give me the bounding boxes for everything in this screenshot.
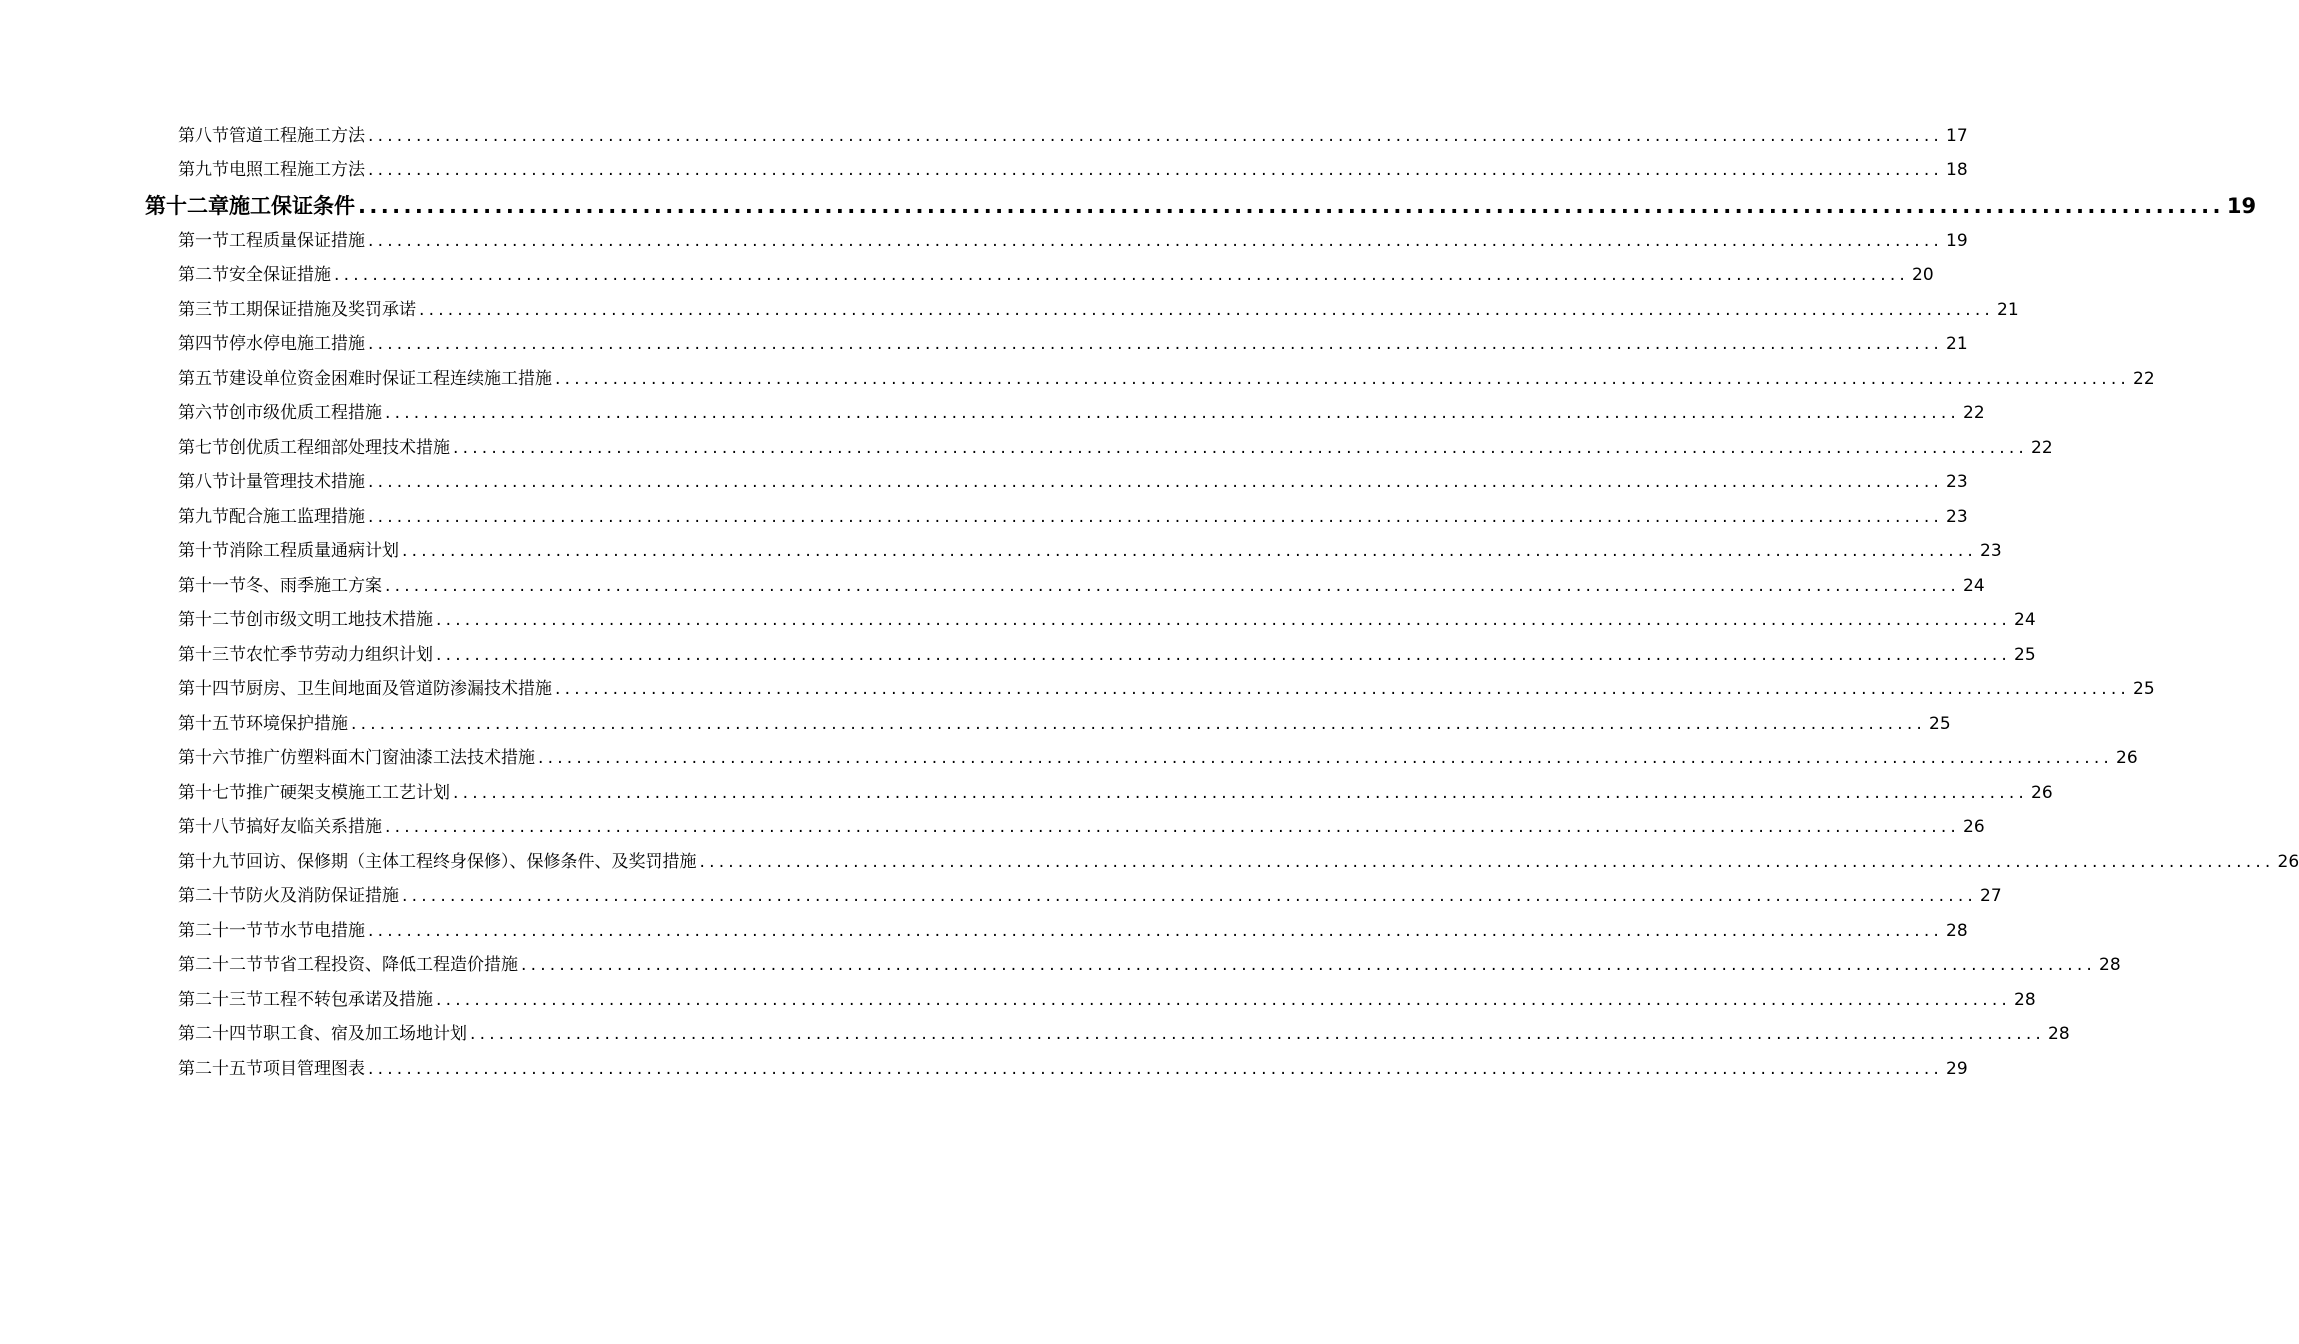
toc-entry-title: 节省工程投资、降低工程造价措施 [263, 955, 518, 975]
toc-entry[interactable] [178, 332, 1968, 356]
toc-entry-number: 第二节 [178, 265, 229, 285]
toc-entry-number: 第十六节 [178, 748, 246, 768]
toc-entry-number: 第十二节 [178, 610, 246, 630]
toc-entry-page: 25 [2133, 679, 2155, 699]
toc-leader-dots: .................................................................................................................................................................... [453, 783, 2029, 803]
toc-entry-number: 第四节 [178, 334, 229, 354]
toc-entry-number: 第十三节 [178, 645, 246, 665]
toc-entry-page: 19 [1946, 231, 1968, 251]
toc-entry[interactable] [178, 608, 2036, 632]
toc-entry-page: 21 [1997, 300, 2019, 320]
toc-leader-dots: .................................................................................................................................................................... [555, 369, 2131, 389]
toc-entry-page: 17 [1946, 126, 1968, 146]
toc-chapter-entry[interactable] [145, 192, 2257, 220]
toc-entry-number: 第八节 [178, 126, 229, 146]
toc-entry-page: 24 [2014, 610, 2036, 630]
toc-leader-dots: .................................................................................................................................................................... [436, 990, 2012, 1010]
toc-entry-number: 第二十五节 [178, 1059, 263, 1079]
toc-entry-title: 节水节电措施 [263, 921, 365, 941]
toc-entry-title: 配合施工监理措施 [229, 507, 365, 527]
toc-chapter-title: 施工保证条件 [229, 194, 355, 218]
toc-entry-page: 23 [1946, 472, 1968, 492]
toc-entry-page: 28 [2099, 955, 2121, 975]
toc-entry-page: 21 [1946, 334, 1968, 354]
toc-entry-page: 28 [1946, 921, 1968, 941]
toc-entry-title: 推广硬架支模施工工艺计划 [246, 783, 450, 803]
toc-entry-title: 工期保证措施及奖罚承诺 [229, 300, 416, 320]
toc-chapter-page: 19 [2226, 194, 2257, 218]
toc-entry-title: 项目管理图表 [263, 1059, 365, 1079]
toc-entry-number: 第七节 [178, 438, 229, 458]
toc-entry-number: 第十节 [178, 541, 229, 561]
toc-leader-dots: .................................................................................................................................................................... [436, 610, 2012, 630]
toc-entry-title: 回访、保修期（主体工程终身保修）、保修条件、及奖罚措施 [246, 852, 697, 872]
toc-entry-title: 创优质工程细部处理技术措施 [229, 438, 450, 458]
toc-entry-number: 第十五节 [178, 714, 246, 734]
toc-leader-dots: .................................................................................................................................................................... [358, 194, 2224, 218]
toc-leader-dots: .................................................................................................................................................................... [385, 403, 1961, 423]
toc-entry-page: 22 [2133, 369, 2155, 389]
toc-entry-title: 停水停电施工措施 [229, 334, 365, 354]
toc-entry-number: 第一节 [178, 231, 229, 251]
toc-entry-number: 第二十二节 [178, 955, 263, 975]
toc-leader-dots: .................................................................................................................................................................... [419, 300, 1995, 320]
toc-entry[interactable] [178, 263, 1934, 287]
toc-entry[interactable] [178, 677, 2155, 701]
toc-leader-dots: .................................................................................................................................................................... [368, 334, 1944, 354]
toc-entry-number: 第十一节 [178, 576, 246, 596]
toc-entry[interactable] [178, 953, 2121, 977]
toc-leader-dots: .................................................................................................................................................................... [402, 541, 1978, 561]
toc-entry-page: 26 [2031, 783, 2053, 803]
toc-leader-dots: .................................................................................................................................................................... [368, 231, 1944, 251]
toc-chapter-number: 第十二章 [145, 194, 229, 218]
toc-entry-title: 工程质量保证措施 [229, 231, 365, 251]
toc-entry-number: 第三节 [178, 300, 229, 320]
toc-entry-title: 防火及消防保证措施 [246, 886, 399, 906]
toc-entry-page: 28 [2048, 1024, 2070, 1044]
toc-entry-number: 第二十三节 [178, 990, 263, 1010]
toc-entry[interactable] [178, 505, 1968, 529]
toc-entry[interactable] [178, 367, 2155, 391]
toc-entry-page: 25 [2014, 645, 2036, 665]
toc-leader-dots: .................................................................................................................................................................... [368, 1059, 1944, 1079]
toc-leader-dots: .................................................................................................................................................................... [699, 852, 2275, 872]
toc-entry-page: 18 [1946, 160, 1968, 180]
toc-leader-dots: .................................................................................................................................................................... [368, 160, 1944, 180]
toc-entry[interactable] [178, 436, 2053, 460]
toc-leader-dots: .................................................................................................................................................................... [351, 714, 1927, 734]
toc-entry[interactable] [178, 919, 1968, 943]
toc-entry-title: 创市级优质工程措施 [229, 403, 382, 423]
toc-entry-page: 26 [2116, 748, 2138, 768]
toc-entry[interactable] [178, 574, 1985, 598]
toc-entry-number: 第十七节 [178, 783, 246, 803]
toc-leader-dots: .................................................................................................................................................................... [368, 472, 1944, 492]
toc-leader-dots: .................................................................................................................................................................... [470, 1024, 2046, 1044]
toc-entry-number: 第五节 [178, 369, 229, 389]
toc-entry-number: 第十九节 [178, 852, 246, 872]
toc-entry[interactable] [178, 643, 2036, 667]
toc-entry-number: 第六节 [178, 403, 229, 423]
toc-leader-dots: .................................................................................................................................................................... [368, 921, 1944, 941]
toc-entry-title: 工程不转包承诺及措施 [263, 990, 433, 1010]
toc-leader-dots: .................................................................................................................................................................... [555, 679, 2131, 699]
toc-entry-number: 第十八节 [178, 817, 246, 837]
toc-entry-title: 环境保护措施 [246, 714, 348, 734]
toc-entry[interactable] [178, 539, 2002, 563]
toc-entry-page: 29 [1946, 1059, 1968, 1079]
toc-entry-number: 第二十节 [178, 886, 246, 906]
toc-entry-page: 23 [1980, 541, 2002, 561]
toc-entry-title: 厨房、卫生间地面及管道防渗漏技术措施 [246, 679, 552, 699]
toc-entry[interactable] [178, 298, 2019, 322]
toc-entry-title: 电照工程施工方法 [229, 160, 365, 180]
toc-leader-dots: .................................................................................................................................................................... [385, 817, 1961, 837]
toc-entry-title: 创市级文明工地技术措施 [246, 610, 433, 630]
toc-entry-number: 第八节 [178, 472, 229, 492]
toc-entry-number: 第九节 [178, 507, 229, 527]
toc-entry[interactable] [178, 815, 1985, 839]
toc-entry[interactable] [178, 401, 1985, 425]
toc-entry[interactable] [178, 124, 1968, 148]
toc-leader-dots: .................................................................................................................................................................... [368, 507, 1944, 527]
toc-leader-dots: .................................................................................................................................................................... [538, 748, 2114, 768]
toc-entry-title: 管道工程施工方法 [229, 126, 365, 146]
toc-entry-title: 农忙季节劳动力组织计划 [246, 645, 433, 665]
toc-entry[interactable] [178, 884, 2002, 908]
toc-entry-page: 20 [1912, 265, 1934, 285]
toc-entry-title: 职工食、宿及加工场地计划 [263, 1024, 467, 1044]
toc-entry[interactable] [178, 746, 2138, 770]
toc-entry-title: 消除工程质量通病计划 [229, 541, 399, 561]
toc-entry-page: 22 [1963, 403, 1985, 423]
toc-entry-title: 搞好友临关系措施 [246, 817, 382, 837]
toc-entry[interactable] [178, 781, 2053, 805]
toc-entry-page: 24 [1963, 576, 1985, 596]
toc-entry-page: 22 [2031, 438, 2053, 458]
toc-entry-title: 计量管理技术措施 [229, 472, 365, 492]
toc-entry[interactable] [178, 470, 1968, 494]
toc-entry-number: 第二十一节 [178, 921, 263, 941]
toc-entry-page: 26 [2277, 852, 2299, 872]
toc-leader-dots: .................................................................................................................................................................... [385, 576, 1961, 596]
toc-entry-number: 第九节 [178, 160, 229, 180]
toc-entry[interactable] [178, 1022, 2070, 1046]
toc-leader-dots: .................................................................................................................................................................... [436, 645, 2012, 665]
toc-entry-title: 推广仿塑料面木门窗油漆工法技术措施 [246, 748, 535, 768]
toc-entry-page: 26 [1963, 817, 1985, 837]
toc-entry[interactable] [178, 712, 1951, 736]
toc-entry[interactable] [178, 229, 1968, 253]
toc-entry[interactable] [178, 1057, 1968, 1081]
toc-entry-title: 安全保证措施 [229, 265, 331, 285]
toc-entry-page: 28 [2014, 990, 2036, 1010]
toc-leader-dots: .................................................................................................................................................................... [453, 438, 2029, 458]
toc-leader-dots: .................................................................................................................................................................... [334, 265, 1910, 285]
toc-entry-page: 23 [1946, 507, 1968, 527]
toc-entry[interactable] [178, 850, 2299, 874]
toc-leader-dots: .................................................................................................................................................................... [368, 126, 1944, 146]
toc-entry[interactable] [178, 158, 1968, 182]
toc-entry-number: 第二十四节 [178, 1024, 263, 1044]
toc-entry-page: 27 [1980, 886, 2002, 906]
toc-entry-title: 建设单位资金困难时保证工程连续施工措施 [229, 369, 552, 389]
toc-entry[interactable] [178, 988, 2036, 1012]
toc-entry-page: 25 [1929, 714, 1951, 734]
toc-leader-dots: .................................................................................................................................................................... [402, 886, 1978, 906]
toc-entry-title: 冬、雨季施工方案 [246, 576, 382, 596]
toc-entry-number: 第十四节 [178, 679, 246, 699]
toc-leader-dots: .................................................................................................................................................................... [521, 955, 2097, 975]
